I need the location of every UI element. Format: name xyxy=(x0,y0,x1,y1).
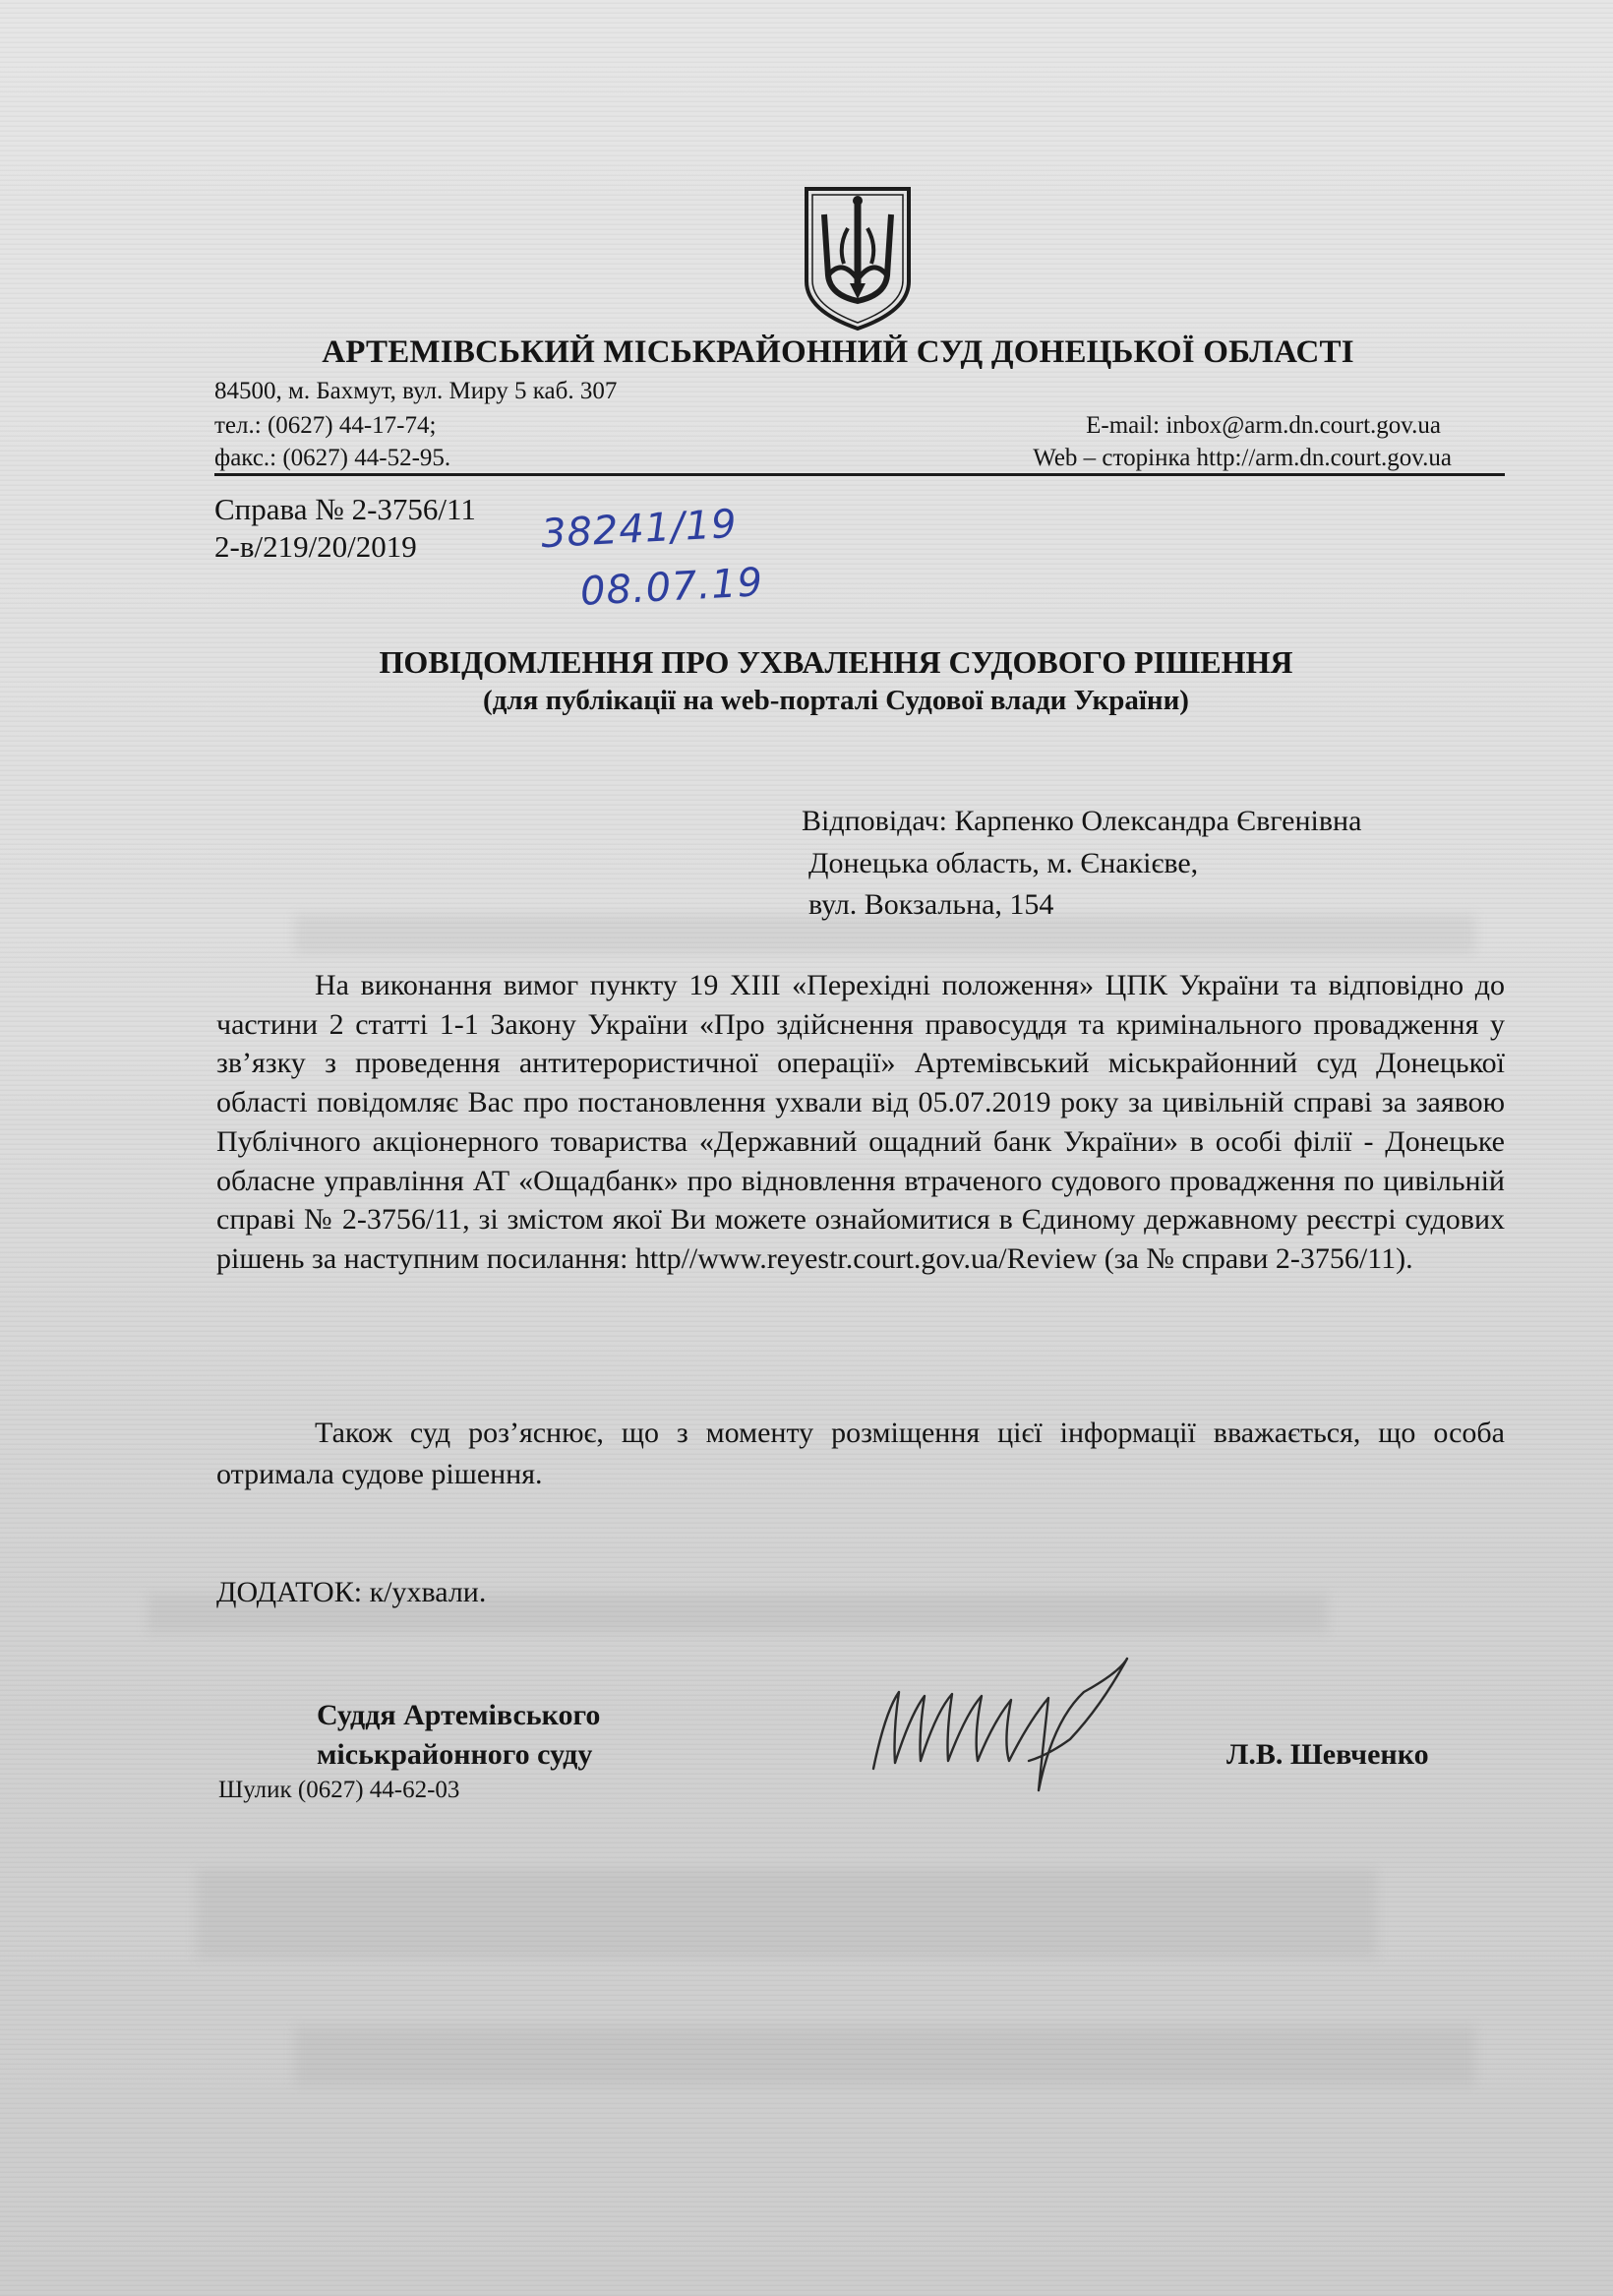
clarification-paragraph: Також суд роз’яснює, що з моменту розміщення цієї інформації вважається, що особа отримала судове рішення. xyxy=(216,1417,1505,1490)
court-fax: факс.: (0627) 44-52-95. xyxy=(214,445,451,471)
court-address: 84500, м. Бахмут, вул. Миру 5 каб. 307 xyxy=(214,378,618,404)
court-name: АРТЕМІВСЬКИЙ МІСЬКРАЙОННИЙ СУД ДОНЕЦЬКОЇ ОБЛАСТІ xyxy=(322,334,1354,370)
judge-name: Л.В. Шевченко xyxy=(1226,1738,1429,1771)
notice-body-paragraph: На виконання вимог пункту 19 XIII «Перехідні положення» ЦПК України та відповідно до частини 2 статті 1-1 Закону України «Про здійснення правосуддя та кримінального провадження у зв’язку з проведення антитерористичної операції» Артемівський міськрайонний суд Донецької області повідомляє Вас про постановлення ухвали від 05.07.2019 року за цивільній справі за заявою Публічного акціонерного товариства «Державний ощадний банк України» в особі філії - Донецьке обласне управління АТ «Ощадбанк» про відновлення втраченого судового провадження по цивільній справі № 2-3756/11, зі змістом якої Ви можете ознайомитися в Єдиному державному реєстрі судових рішень за наступним посилання: http//www.reyestr.court.gov.ua/Review (за № справи 2-3756/11). xyxy=(216,969,1505,1275)
notice-title: ПОВІДОМЛЕННЯ ПРО УХВАЛЕННЯ СУДОВОГО РІШЕННЯ xyxy=(379,644,1293,680)
handwritten-registration-number: 38241/19 xyxy=(539,501,739,558)
court-website: Web – сторінка http://arm.dn.court.gov.ua xyxy=(1033,445,1452,471)
appendix-note: ДОДАТОК: к/ухвали. xyxy=(216,1576,487,1608)
bleed-through-shadow xyxy=(295,2026,1475,2085)
court-email: E-mail: inbox@arm.dn.court.gov.ua xyxy=(1086,412,1441,439)
case-number: Справа № 2-3756/11 xyxy=(214,492,476,526)
judge-signature xyxy=(856,1653,1170,1810)
bleed-through-shadow xyxy=(197,1869,1377,1958)
coat-of-arms-icon xyxy=(799,185,917,332)
case-reference: 2-в/219/20/2019 xyxy=(214,529,417,564)
clerk-phone: Шулик (0627) 44-62-03 xyxy=(218,1777,460,1803)
court-phone: тел.: (0627) 44-17-74; xyxy=(214,412,437,439)
judge-role-line2: міськрайонного суду xyxy=(317,1738,593,1771)
respondent-street: вул. Вокзальна, 154 xyxy=(808,888,1054,921)
respondent-name: Відповідач: Карпенко Олександра Євгенівна xyxy=(802,805,1362,837)
judge-role-line1: Суддя Артемівського xyxy=(317,1699,601,1731)
notice-subtitle: (для публікації на web-порталі Судової влади України) xyxy=(483,685,1189,716)
handwritten-registration-date: 08.07.19 xyxy=(578,560,765,615)
header-divider xyxy=(214,473,1505,476)
respondent-region: Донецька область, м. Єнакієве, xyxy=(808,847,1199,879)
